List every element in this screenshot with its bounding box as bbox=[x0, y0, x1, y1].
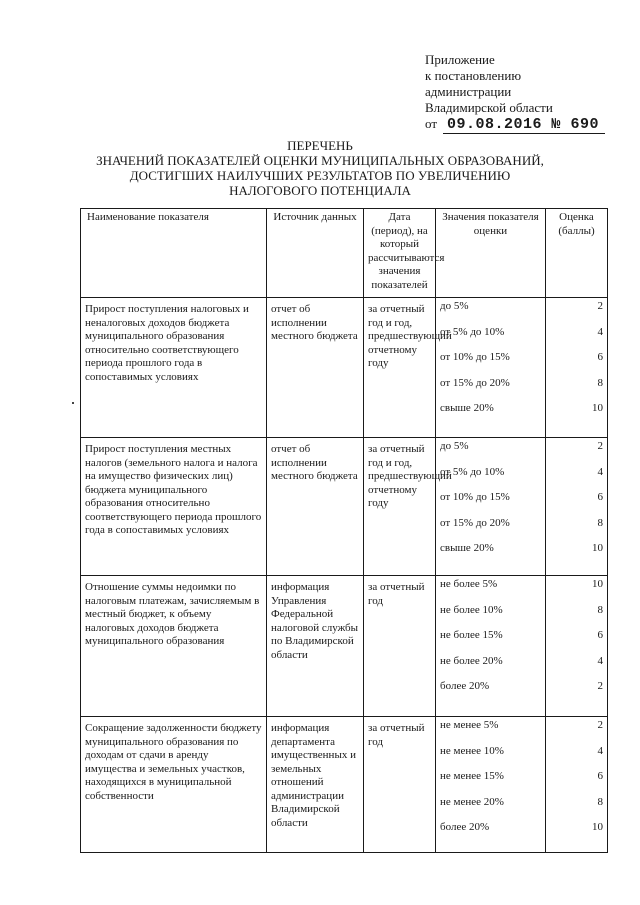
value-item: не менее 5% bbox=[440, 719, 499, 731]
appendix-line-4: Владимирской области bbox=[425, 100, 553, 115]
indicator-values bbox=[436, 576, 546, 717]
table-row bbox=[81, 717, 608, 853]
score-item: 4 bbox=[597, 465, 603, 478]
data-source: информация департамента имущественных и земельных отношений администрации Владимирской области bbox=[267, 717, 364, 853]
score-item: 2 bbox=[597, 440, 603, 452]
period: за отчетный год и год, предшествующий отчетному году bbox=[364, 438, 436, 576]
resolution-date-number bbox=[425, 116, 605, 134]
value-item: свыше 20% bbox=[440, 542, 494, 554]
table-row bbox=[81, 576, 608, 717]
value-item: более 20% bbox=[440, 680, 490, 692]
indicator-scores bbox=[546, 438, 608, 576]
title-line-2: ЗНАЧЕНИЙ ПОКАЗАТЕЛЕЙ ОЦЕНКИ МУНИЦИПАЛЬНЫХ ОБРАЗОВАНИЙ, bbox=[96, 153, 544, 168]
table-body bbox=[81, 298, 608, 853]
score-item: 10 bbox=[592, 821, 603, 833]
value-item: до 5% bbox=[440, 440, 469, 452]
indicators-table bbox=[80, 208, 608, 853]
data-source: отчет об исполнении местного бюджета bbox=[267, 438, 364, 576]
indicator-name: Отношение суммы недоимки по налоговым платежам, зачисляемым в местный бюджет, к объему налоговых доходов бюджета муниципального образования bbox=[81, 576, 267, 717]
value-item: от 15% до 20% bbox=[440, 376, 510, 389]
document-title bbox=[0, 138, 640, 198]
score-item: 8 bbox=[597, 603, 603, 616]
header-source: Источник данных bbox=[267, 209, 364, 298]
indicator-values bbox=[436, 438, 546, 576]
header-name: Наименование показателя bbox=[81, 209, 267, 298]
score-item: 10 bbox=[592, 402, 603, 414]
table-row bbox=[81, 438, 608, 576]
data-source: отчет об исполнении местного бюджета bbox=[267, 298, 364, 438]
value-item: от 5% до 10% bbox=[440, 465, 505, 478]
indicator-scores bbox=[546, 576, 608, 717]
table-header-row bbox=[81, 209, 608, 298]
value-item: не более 20% bbox=[440, 654, 503, 667]
value-item: не более 10% bbox=[440, 603, 503, 616]
period: за отчетный год bbox=[364, 576, 436, 717]
score-item: 10 bbox=[592, 542, 603, 554]
table-row bbox=[81, 298, 608, 438]
indicator-name: Сокращение задолженности бюджету муниципального образования по доходам от сдачи в аренду имущества и земельных участков, находящихся в муниципальной собственности bbox=[81, 717, 267, 853]
indicator-values bbox=[436, 717, 546, 853]
score-item: 4 bbox=[597, 744, 603, 757]
indicator-scores bbox=[546, 717, 608, 853]
header-period: Дата (период), на который рассчитываются значения показателей bbox=[364, 209, 436, 298]
indicator-values bbox=[436, 298, 546, 438]
score-item: 2 bbox=[597, 680, 603, 692]
title-line-4: НАЛОГОВОГО ПОТЕНЦИАЛА bbox=[229, 183, 411, 198]
score-item: 6 bbox=[597, 491, 603, 503]
value-item: не менее 10% bbox=[440, 744, 504, 757]
value-item: от 15% до 20% bbox=[440, 516, 510, 529]
indicator-name: Прирост поступления местных налогов (земельного налога и налога на имущество физических лиц) бюджета муниципального образования относительно соответствующего периода прошлого года в сопоставимых условиях bbox=[81, 438, 267, 576]
score-item: 8 bbox=[597, 795, 603, 808]
appendix-line-2: к постановлению bbox=[425, 68, 522, 83]
score-item: 10 bbox=[592, 578, 603, 590]
value-item: не более 5% bbox=[440, 578, 498, 590]
value-item: до 5% bbox=[440, 300, 469, 312]
scan-speck bbox=[72, 402, 74, 404]
value-item: от 10% до 15% bbox=[440, 351, 510, 363]
appendix-line-1: Приложение bbox=[425, 52, 495, 67]
title-line-1: ПЕРЕЧЕНЬ bbox=[287, 138, 353, 153]
date-prefix: от bbox=[425, 116, 438, 131]
period: за отчетный год и год, предшествующий отчетному году bbox=[364, 298, 436, 438]
indicator-scores bbox=[546, 298, 608, 438]
appendix-block bbox=[425, 52, 605, 134]
value-item: от 5% до 10% bbox=[440, 325, 505, 338]
score-item: 2 bbox=[597, 719, 603, 731]
data-source: информация Управления Федеральной налоговой службы по Владимирской области bbox=[267, 576, 364, 717]
header-score: Оценка (баллы) bbox=[546, 209, 608, 298]
indicator-name: Прирост поступления налоговых и неналоговых доходов бюджета муниципального образования относительно соответствующего периода прошлого года в сопоставимых условиях bbox=[81, 298, 267, 438]
value-item: не менее 20% bbox=[440, 795, 504, 808]
appendix-line-3: администрации bbox=[425, 84, 512, 99]
value-item: не более 15% bbox=[440, 629, 503, 641]
score-item: 2 bbox=[597, 300, 603, 312]
score-item: 4 bbox=[597, 654, 603, 667]
score-item: 6 bbox=[597, 629, 603, 641]
score-item: 6 bbox=[597, 770, 603, 782]
value-item: более 20% bbox=[440, 821, 490, 833]
value-item: от 10% до 15% bbox=[440, 491, 510, 503]
score-item: 4 bbox=[597, 325, 603, 338]
score-item: 8 bbox=[597, 376, 603, 389]
value-item: свыше 20% bbox=[440, 402, 494, 414]
header-values: Значения показателя оценки bbox=[436, 209, 546, 298]
handwritten-date-number: 09.08.2016 № 690 bbox=[443, 117, 605, 134]
value-item: не менее 15% bbox=[440, 770, 504, 782]
score-item: 8 bbox=[597, 516, 603, 529]
title-line-3: ДОСТИГШИХ НАИЛУЧШИХ РЕЗУЛЬТАТОВ ПО УВЕЛИЧЕНИЮ bbox=[129, 168, 511, 183]
period: за отчетный год bbox=[364, 717, 436, 853]
score-item: 6 bbox=[597, 351, 603, 363]
